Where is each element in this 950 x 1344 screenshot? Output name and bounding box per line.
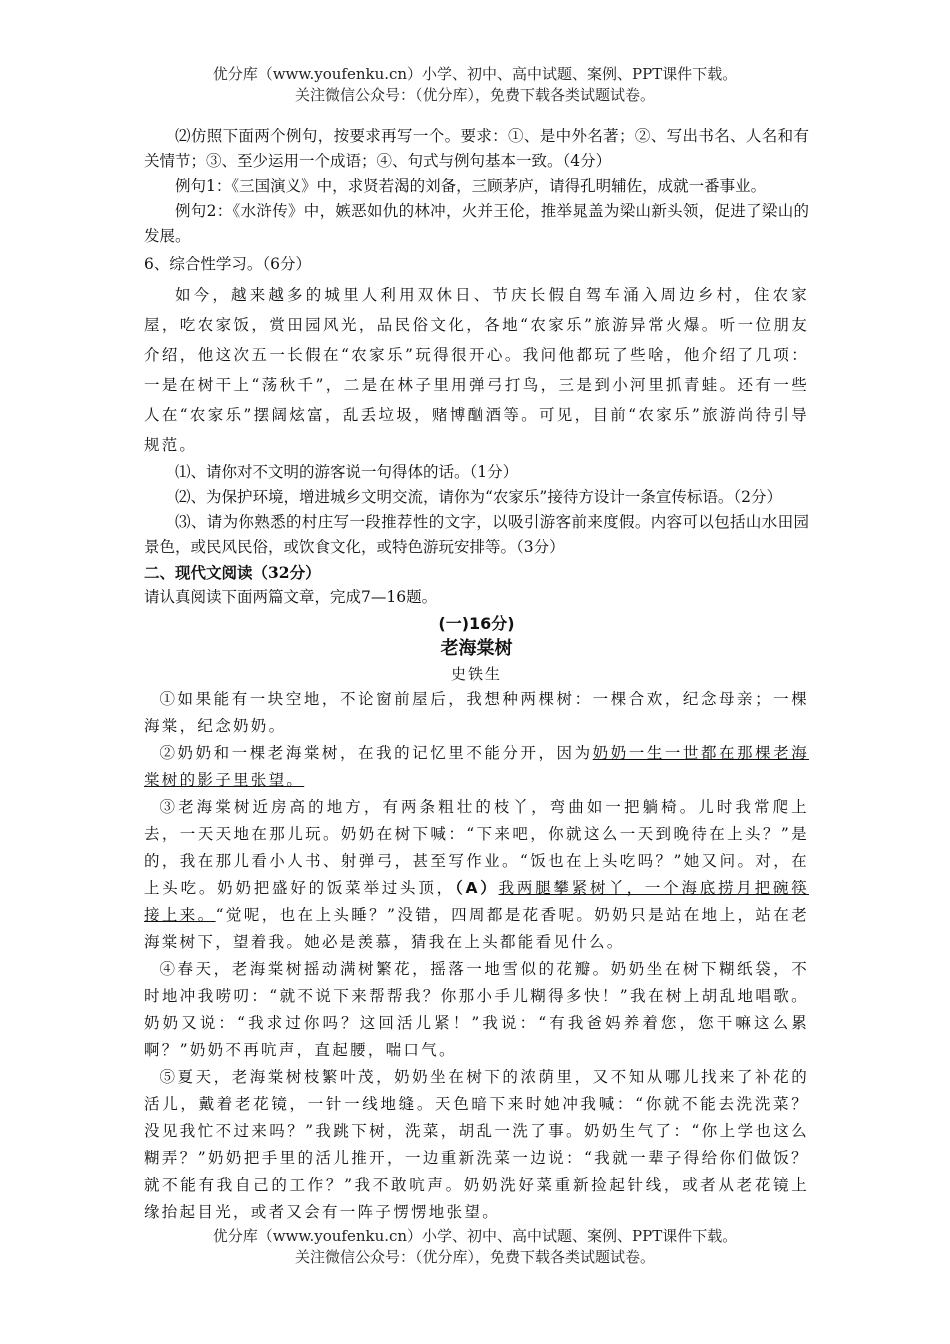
question-6-sub-2: ⑵、为保护环境，增进城乡文明交流，请你为“农家乐”接待方设计一条宣传标语。（2分） (175, 488, 782, 506)
question-6-title: 6、综合性学习。（6分） (144, 255, 311, 273)
article-paragraph-1: ①如果能有一块空地，不论窗前屋后，我想种两棵树：一棵合欢，纪念母亲；一棵海棠，纪念奶奶。 (144, 690, 809, 735)
section-2-title: 二、现代文阅读（32分） (144, 563, 321, 582)
example-sentence-2: 例句2：《水浒传》中，嫉恶如仇的林冲，火并王伦，推举晁盖为梁山新头领，促进了梁山的发展。 (144, 202, 809, 245)
part-1-title: (一)16分) (438, 614, 515, 633)
question-6-sub-1: ⑴、请你对不文明的游客说一句得体的话。（1分） (175, 463, 519, 481)
question-6-sub-3: ⑶、请为你熟悉的村庄写一段推荐性的文字，以吸引游客前来度假。内容可以包括山水田园景色，或民风民俗，或饮食文化，或特色游玩安排等。（3分） (144, 513, 809, 556)
footer-line-2: 关注微信公众号：（优分库），免费下载各类试题试卷。 (294, 1248, 655, 1266)
marker-a: （A） (454, 879, 499, 897)
article-paragraph-5: ⑤夏天，老海棠树枝繁叶茂，奶奶坐在树下的浓荫里，又不知从哪儿找来了补花的活儿，戴着老花镜，一针一线地缝。天色暗下来时她冲我喊：“你就不能去洗洗菜？没见我忙不过来吗？”我跳下树，洗菜，胡乱一洗了事。奶奶生气了：“你上学也这么糊弄？”奶奶把手里的活儿推开，一边重新洗菜一边说：“我就一辈子得给你们做饭？就不能有我自己的工作？”我不敢吭声。奶奶洗好菜重新捡起针线，或者从老花镜上缘抬起目光，或者又会有一阵子愣愣地张望。 (144, 1068, 809, 1221)
article-paragraph-2 (144, 740, 809, 794)
paragraph-3-underlined-sentence: 我两腿攀紧树丫，一个海底捞月把碗筷接上来。 (144, 879, 809, 924)
page-footer (0, 1226, 950, 1268)
question-6-passage: 如今，越来越多的城里人利用双休日、节庆长假自驾车涌入周边乡村，住农家屋，吃农家饭，赏田园风光，品民俗文化，各地“农家乐”旅游异常火爆。听一位朋友介绍，他这次五一长假在“农家乐”玩得很开心。我问他都玩了些啥，他介绍了几项：一是在树干上“荡秋千”，二是在林子里用弹弓打鸟，三是到小河里抓青蛙。还有一些人在“农家乐”摆阔炫富，乱丢垃圾，赌博酗酒等。可见，目前“农家乐”旅游尚待引导规范。 (144, 286, 809, 454)
article-paragraph-3 (144, 794, 809, 956)
paragraph-3-text: ③老海棠树近房高的地方，有两条粗壮的枝丫，弯曲如一把躺椅。儿时我常爬上去，一天天地在那儿玩。奶奶在树下喊：“下来吧，你就这么一天到晚待在上头？”是的，我在那儿看小人书、射弹弓，甚至写作业。“饭也在上头吃吗？”她又问。对，在上头吃。奶奶把盛好的饭菜举过头顶， (144, 798, 809, 897)
article-author: 史铁生 (450, 665, 502, 683)
header-line-2: 关注微信公众号：（优分库），免费下载各类试题试卷。 (294, 86, 655, 104)
example-sentence-1: 例句1：《三国演义》中，求贤若渴的刘备，三顾茅庐，请得孔明辅佐，成就一番事业。 (175, 177, 767, 195)
paragraph-2-underlined-sentence: 奶奶一生一世都在那棵老海棠树的影子里张望。 (144, 744, 810, 789)
footer-line-1: 优分库（www.youfenku.cn）小学、初中、高中试题、案例、PPT课件下载。 (212, 1227, 738, 1245)
paragraph-2-text: ②奶奶和一棵老海棠树，在我的记忆里不能分开，因为 (159, 744, 593, 762)
section-2-instruction: 请认真阅读下面两篇文章，完成7—16题。 (144, 588, 438, 606)
page-content (144, 124, 809, 1226)
article-paragraph-4: ④春天，老海棠树摇动满树繁花，摇落一地雪似的花瓣。奶奶坐在树下糊纸袋，不时地冲我唠叨：“就不说下来帮帮我？你那小手儿糊得多快！”我在树上胡乱地唱歌。奶奶又说：“我求过你吗？这回活儿紧！”我说：“有我爸妈养着您，您干嘛这么累啊？”奶奶不再吭声，直起腰，喘口气。 (144, 960, 809, 1059)
article-title: 老海棠树 (440, 638, 513, 659)
header-line-1: 优分库（www.youfenku.cn）小学、初中、高中试题、案例、PPT课件下载。 (212, 65, 738, 83)
page-header (0, 64, 950, 106)
question-5-2-prompt: ⑵仿照下面两个例句，按要求再写一个。要求：①、是中外名著；②、写出书名、人名和有关情节；③、至少运用一个成语；④、句式与例句基本一致。（4分） (144, 127, 809, 170)
paragraph-3-text-continued: “觉呢，也在上头睡？”没错，四周都是花香呢。奶奶只是站在地上，站在老海棠树下，望着我。她必是羡慕，猜我在上头都能看见什么。 (144, 906, 809, 951)
